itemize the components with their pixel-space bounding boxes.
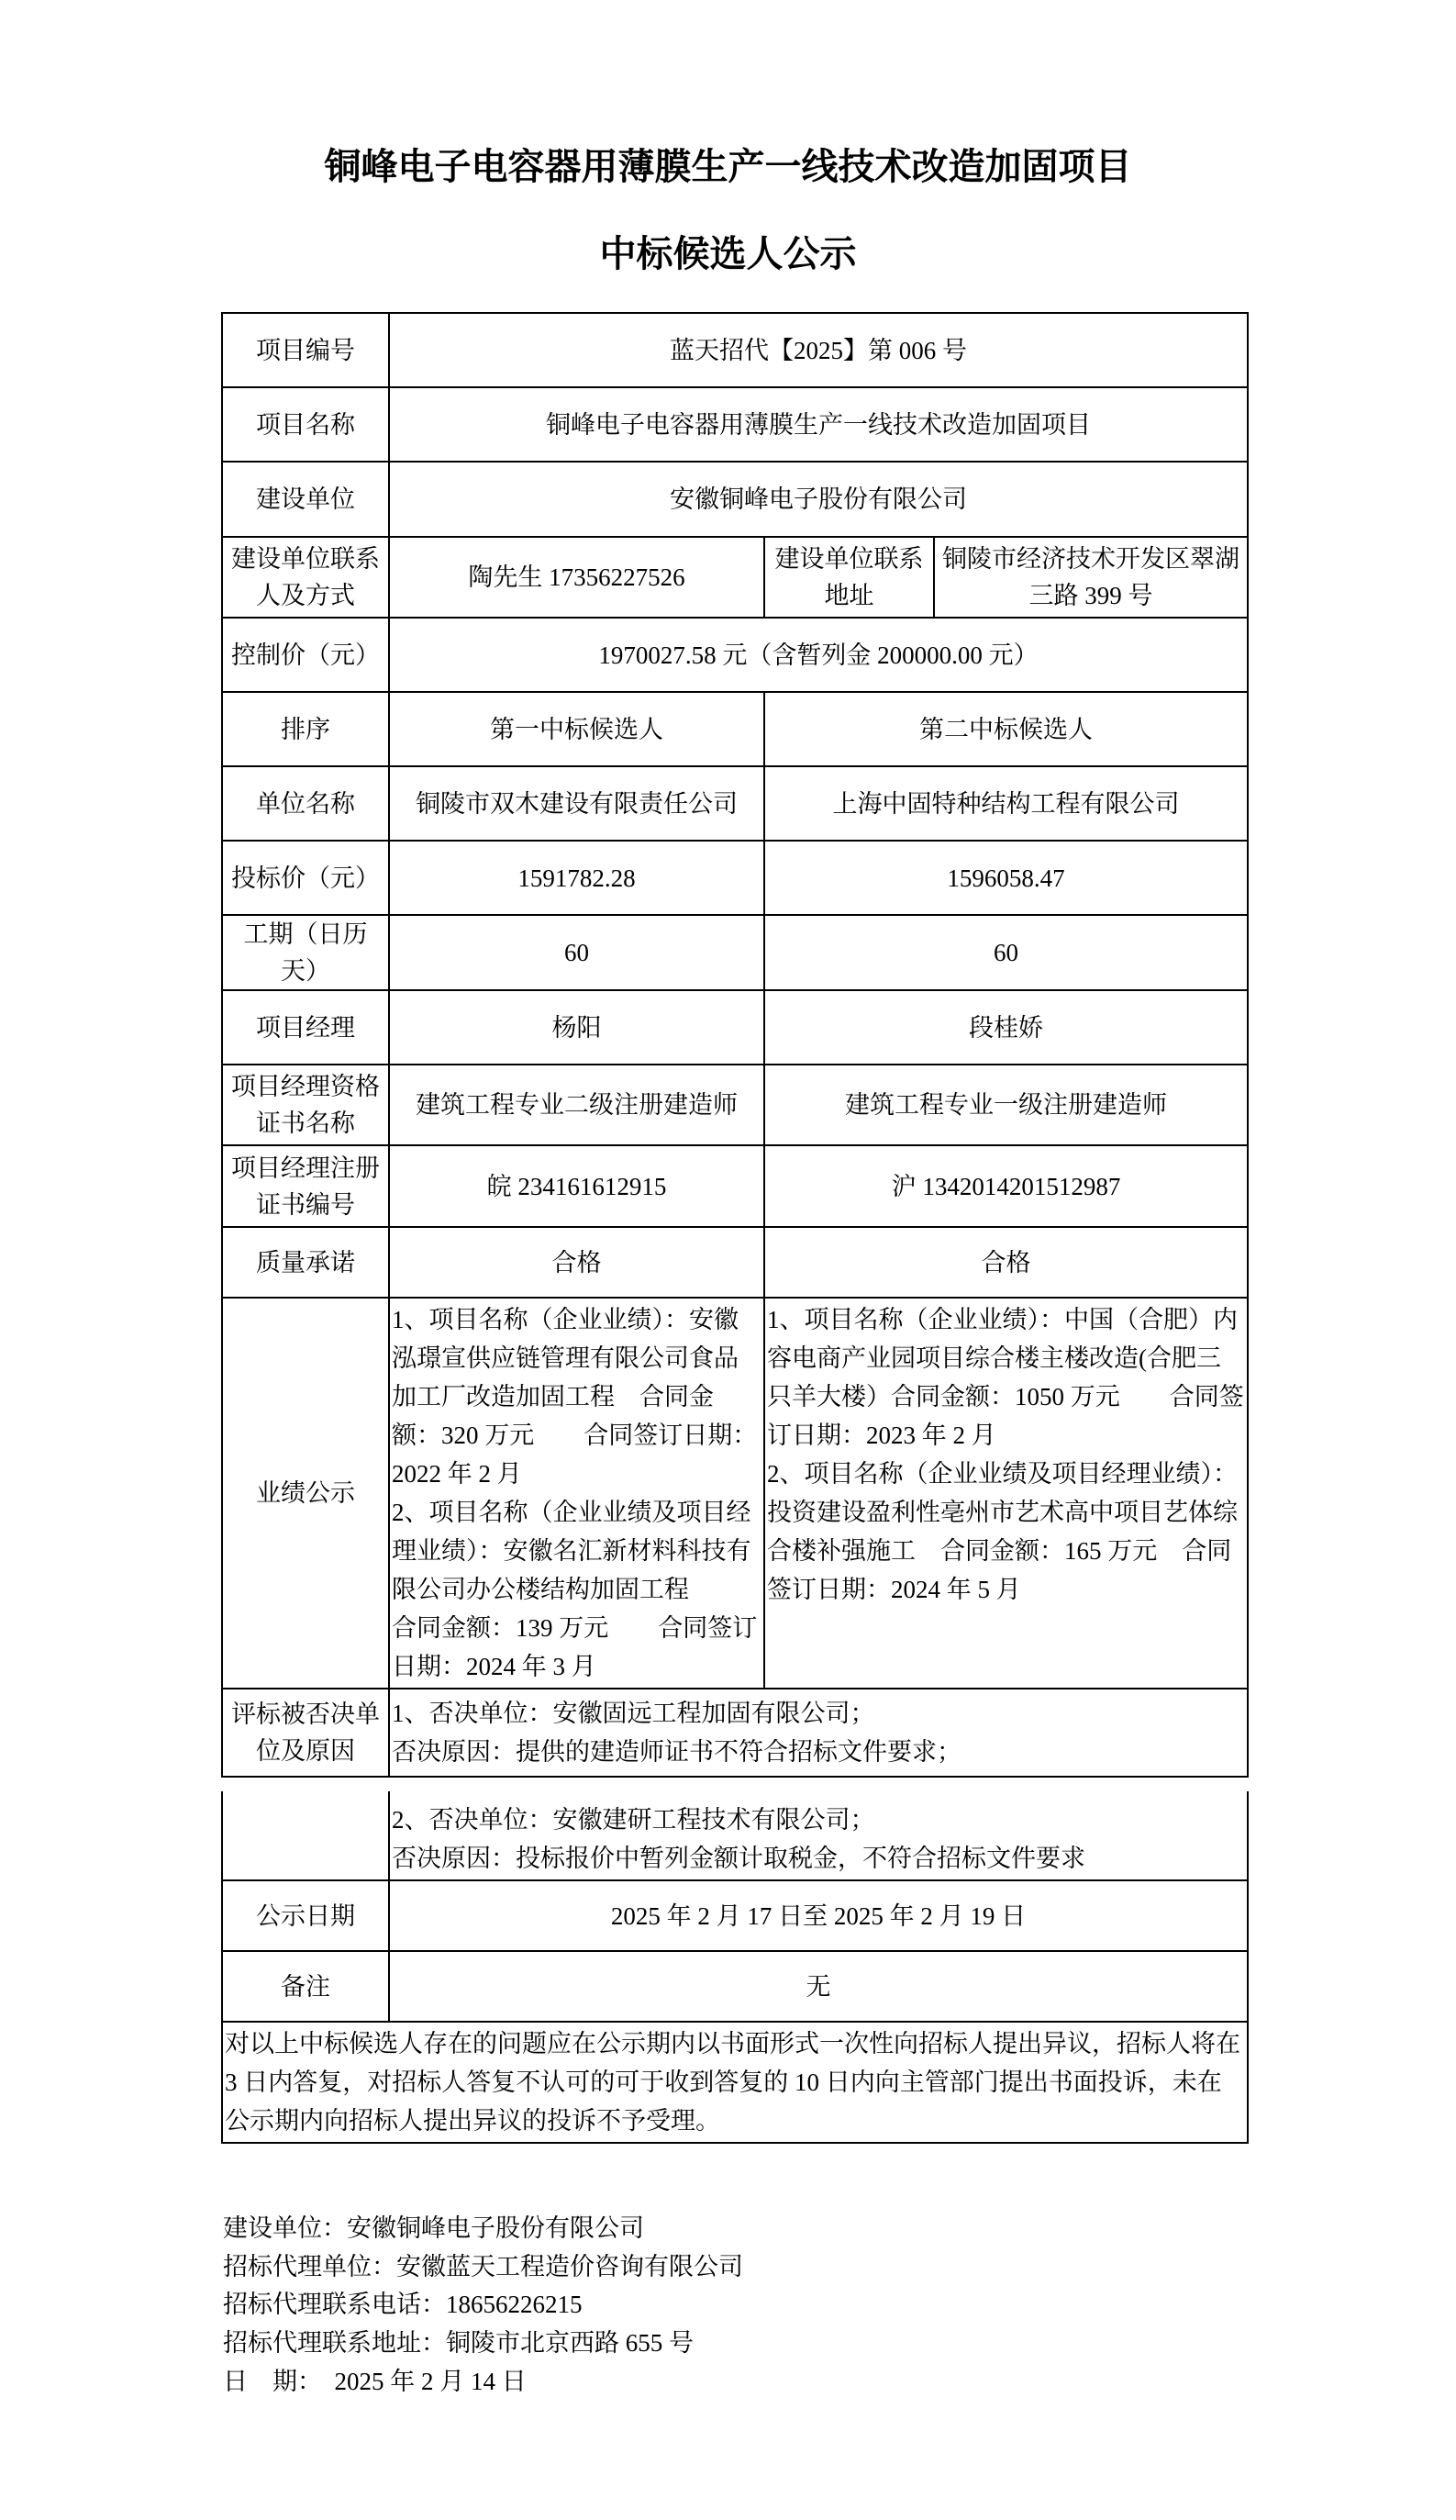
row-duration xyxy=(222,915,1248,990)
row-remark xyxy=(222,1951,1248,2022)
label: 项目名称 xyxy=(222,387,389,462)
row-cert-name xyxy=(222,1065,1248,1145)
candidate-table-continued xyxy=(221,1791,1249,2144)
row-rejection xyxy=(222,1689,1248,1777)
value: 蓝天招代【2025】第 006 号 xyxy=(389,313,1248,387)
document-title: 铜峰电子电容器用薄膜生产一线技术改造加固项目 xyxy=(324,146,1132,187)
second: 60 xyxy=(764,915,1248,990)
footer-date: 日 期： 2025 年 2 月 14 日 xyxy=(223,2368,527,2395)
row-performance xyxy=(222,1298,1248,1689)
row-contact xyxy=(222,537,1248,618)
second: 第二中标候选人 xyxy=(764,692,1248,766)
label: 工期（日历天） xyxy=(222,915,389,990)
row-cert-no xyxy=(222,1145,1248,1227)
row-project-name xyxy=(222,387,1248,462)
label: 建设单位 xyxy=(222,462,389,537)
value xyxy=(389,1791,1248,1880)
first: 皖 234161612915 xyxy=(389,1145,764,1227)
row-rank xyxy=(222,692,1248,766)
first: 60 xyxy=(389,915,764,990)
label: 控制价（元） xyxy=(222,618,389,692)
footer-phone: 招标代理联系电话：18656226215 xyxy=(223,2291,583,2318)
value: 无 xyxy=(389,1951,1248,2022)
first: 建筑工程专业二级注册建造师 xyxy=(389,1065,764,1145)
rejected-reason-1: 否决原因：提供的建造师证书不符合招标文件要求； xyxy=(392,1738,961,1766)
first: 第一中标候选人 xyxy=(389,692,764,766)
first: 1591782.28 xyxy=(389,841,764,915)
row-rejection-cont xyxy=(222,1791,1248,1880)
label: 单位名称 xyxy=(222,766,389,841)
label: 公示日期 xyxy=(222,1880,389,1951)
value: 铜峰电子电容器用薄膜生产一线技术改造加固项目 xyxy=(389,387,1248,462)
second: 上海中固特种结构工程有限公司 xyxy=(764,766,1248,841)
rejected-unit-2: 2、否决单位：安徽建研工程技术有限公司； xyxy=(392,1806,875,1834)
document-subtitle: 中标候选人公示 xyxy=(599,233,857,274)
label: 项目经理注册证书编号 xyxy=(222,1145,389,1227)
row-company xyxy=(222,766,1248,841)
first: 合格 xyxy=(389,1227,764,1298)
value: 1970027.58 元（含暂列金 200000.00 元） xyxy=(389,618,1248,692)
label: 评标被否决单位及原因 xyxy=(222,1689,389,1777)
second: 沪 1342014201512987 xyxy=(764,1145,1248,1227)
label: 业绩公示 xyxy=(222,1298,389,1689)
row-publicity-date xyxy=(222,1880,1248,1951)
addr-label: 建设单位联系地址 xyxy=(764,537,934,618)
label: 投标价（元） xyxy=(222,841,389,915)
label: 项目经理资格证书名称 xyxy=(222,1065,389,1145)
value: 陶先生 17356227526 xyxy=(389,537,764,618)
first: 铜陵市双木建设有限责任公司 xyxy=(389,766,764,841)
label: 项目编号 xyxy=(222,313,389,387)
second: 合格 xyxy=(764,1227,1248,1298)
second: 1、项目名称（企业业绩）：中国（合肥）内容电商产业园项目综合楼主楼改造(合肥三只羊大楼）合同金额：1050 万元 合同签订日期：2023 年 2 月 2、项目名称（企业业绩及项目经理业绩）：投资建设盈利性亳州市艺术高中项目艺体综合楼补强施工 合同金额：165 万元 合同签订日期：2024 年 5 月 xyxy=(764,1298,1248,1689)
row-notice xyxy=(222,2022,1248,2143)
value: 2025 年 2 月 17 日至 2025 年 2 月 19 日 xyxy=(389,1880,1248,1951)
notice-text: 对以上中标候选人存在的问题应在公示期内以书面形式一次性向招标人提出异议，招标人将在 3 日内答复，对招标人答复不认可的可于收到答复的 10 日内向主管部门提出书面投诉，未在公示期内向招标人提出异议的投诉不予受理。 xyxy=(222,2022,1248,2143)
value xyxy=(389,1689,1248,1777)
rejected-unit-1: 1、否决单位：安徽固远工程加固有限公司； xyxy=(392,1700,875,1727)
row-manager xyxy=(222,990,1248,1065)
second: 1596058.47 xyxy=(764,841,1248,915)
addr-value: 铜陵市经济技术开发区翠湖三路 399 号 xyxy=(934,537,1248,618)
second: 段桂娇 xyxy=(764,990,1248,1065)
row-owner xyxy=(222,462,1248,537)
empty-cell xyxy=(222,1791,389,1880)
row-control-price xyxy=(222,618,1248,692)
label: 项目经理 xyxy=(222,990,389,1065)
footer-agency: 招标代理单位：安徽蓝天工程造价咨询有限公司 xyxy=(223,2253,743,2280)
second: 建筑工程专业一级注册建造师 xyxy=(764,1065,1248,1145)
label: 建设单位联系人及方式 xyxy=(222,537,389,618)
label: 备注 xyxy=(222,1951,389,2022)
footer-owner: 建设单位：安徽铜峰电子股份有限公司 xyxy=(223,2214,644,2242)
first: 杨阳 xyxy=(389,990,764,1065)
row-project-no xyxy=(222,313,1248,387)
row-bid-price xyxy=(222,841,1248,915)
footer-address: 招标代理联系地址：铜陵市北京西路 655 号 xyxy=(223,2329,694,2357)
rejected-reason-2: 否决原因：投标报价中暂列金额计取税金，不符合招标文件要求 xyxy=(392,1845,1085,1872)
label: 质量承诺 xyxy=(222,1227,389,1298)
row-quality xyxy=(222,1227,1248,1298)
value: 安徽铜峰电子股份有限公司 xyxy=(389,462,1248,537)
candidate-table xyxy=(221,312,1249,1778)
label: 排序 xyxy=(222,692,389,766)
first: 1、项目名称（企业业绩）：安徽泓璟宣供应链管理有限公司食品加工厂改造加固工程 合同金额：320 万元 合同签订日期：2022 年 2 月 2、项目名称（企业业绩及项目经理业绩）：安徽名汇新材料科技有限公司办公楼结构加固工程 合同金额：139 万元 合同签订日期：2024 年 3 月 xyxy=(389,1298,764,1689)
